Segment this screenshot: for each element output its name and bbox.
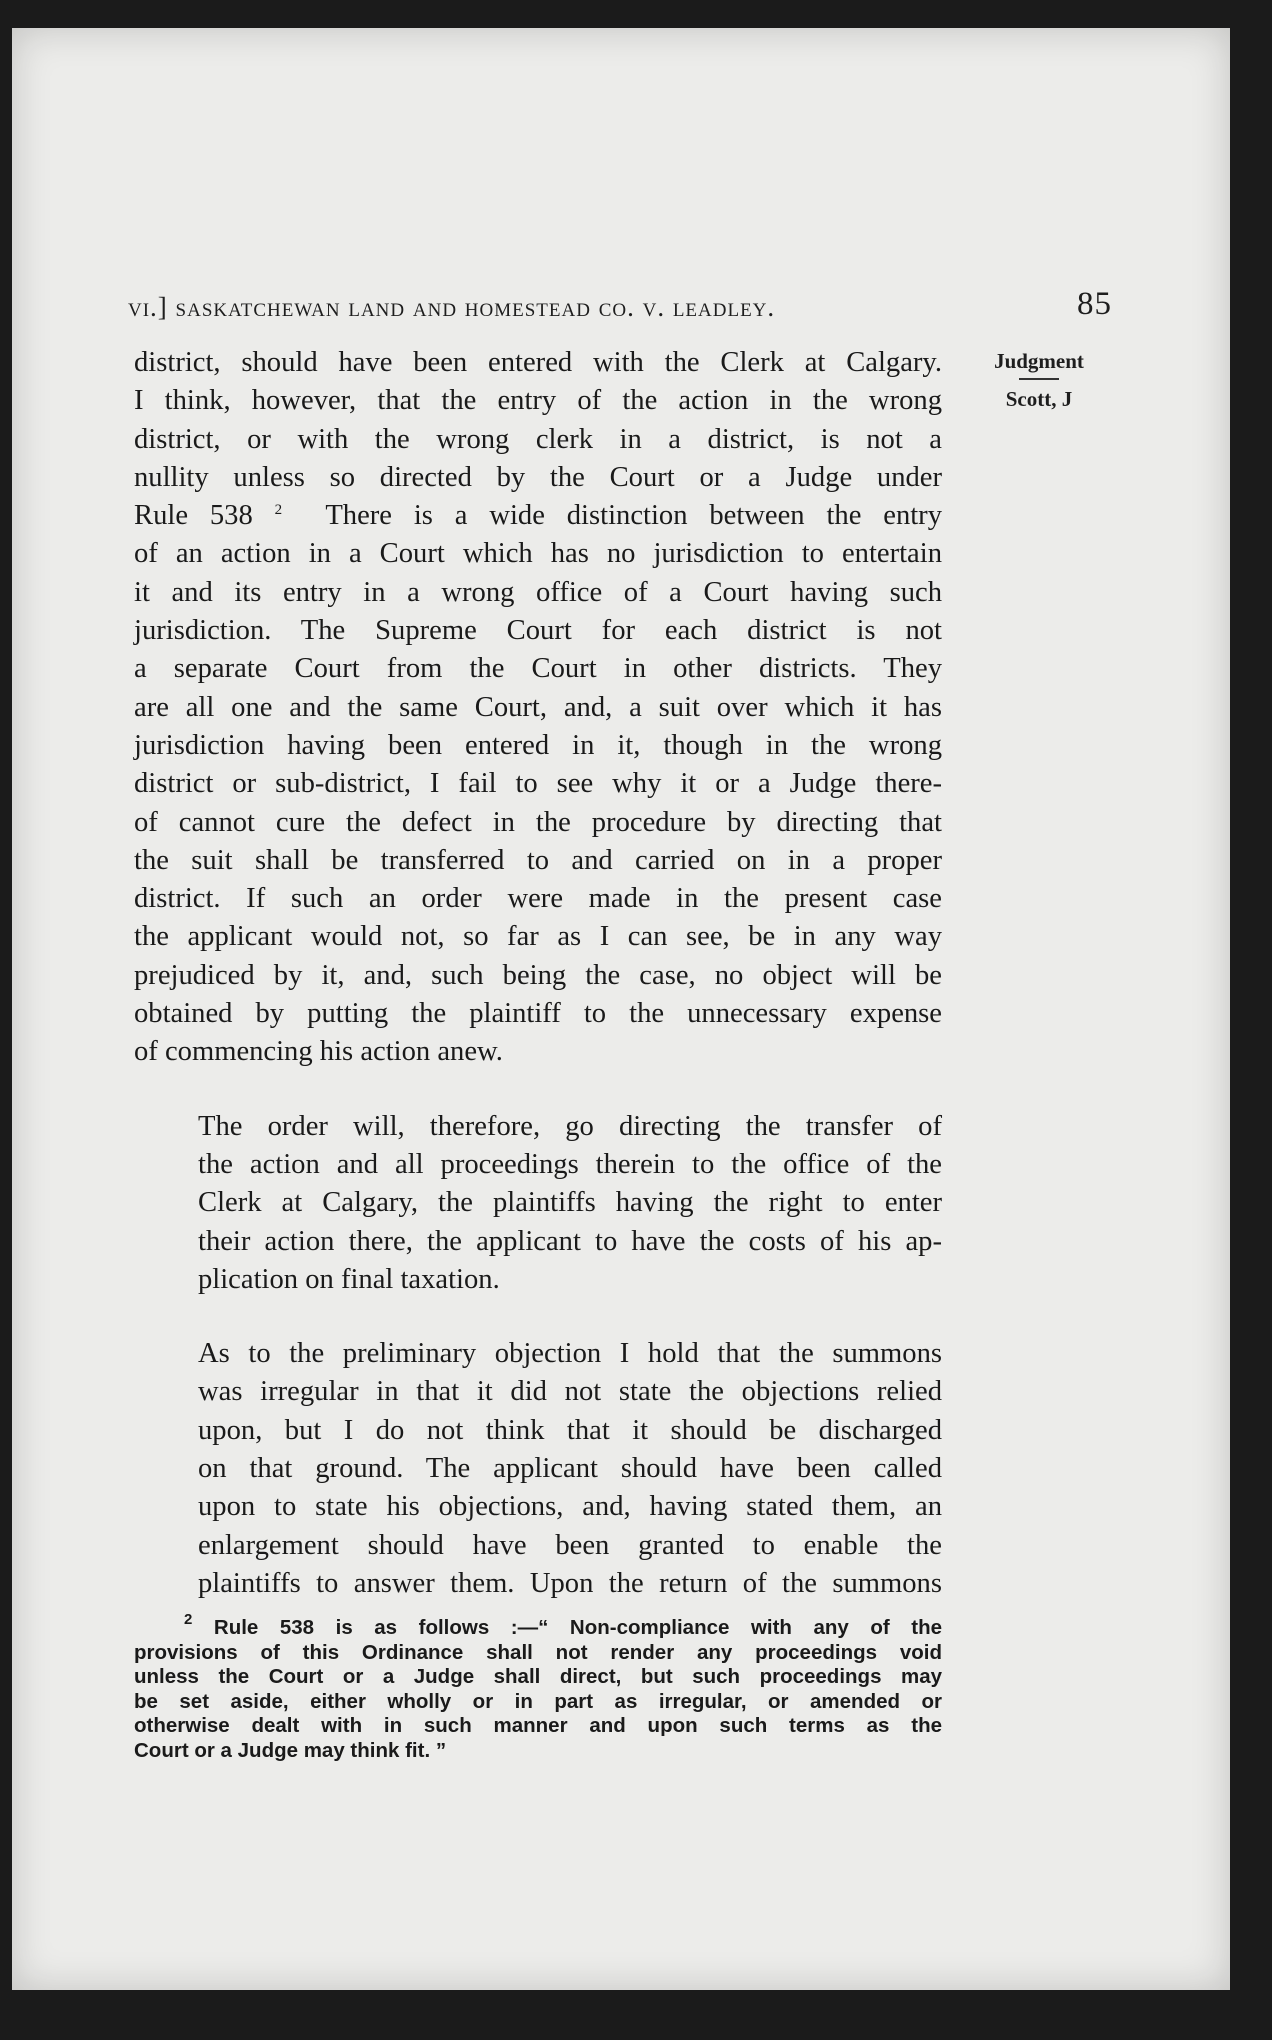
text-line: upon to state his objections, and, having stated them, an	[198, 1491, 942, 1523]
text-line: The order will, therefore, go directing the transfer of	[198, 1110, 942, 1142]
text-fragment: Rule 538	[134, 500, 253, 532]
text-line: Clerk at Calgary, the plaintiffs having the right to enter	[198, 1187, 942, 1219]
text-fragment: There is a wide distinction between the entry	[325, 500, 943, 532]
text-line: I think, however, that the entry of the action in the wrong	[134, 385, 942, 417]
paragraph-1	[134, 344, 942, 1072]
text-line: plaintiffs to answer them. Upon the return of the summons	[198, 1567, 942, 1599]
text-line: of an action in a Court which has no jurisdiction to entertain	[134, 538, 942, 570]
text-line: jurisdiction. The Supreme Court for each district is not	[134, 615, 942, 647]
text-line: district, or with the wrong clerk in a district, is not a	[134, 423, 942, 455]
text-line: a separate Court from the Court in other districts. They	[134, 653, 942, 685]
text-line: the action and all proceedings therein to the office of the	[198, 1148, 942, 1180]
footnote-reference: 2	[274, 502, 283, 519]
text-line: are all one and the same Court, and, a suit over which it has	[134, 691, 942, 723]
page-number: 85	[1077, 286, 1112, 322]
book-page	[12, 28, 1230, 1990]
text-line: obtained by putting the plaintiff to the unnecessary expense	[134, 998, 942, 1030]
text-line: prejudiced by it, and, such being the case, no object will be	[134, 959, 942, 991]
text-line: As to the preliminary objection I hold that the summons	[198, 1338, 942, 1370]
footnote-line	[134, 1611, 943, 1641]
text-line: nullity unless so directed by the Court or a Judge under	[134, 461, 942, 493]
footnote-line: Court or a Judge may think fit. ”	[134, 1738, 447, 1762]
text-line: the suit shall be transferred to and carried on in a proper	[134, 844, 942, 876]
text-line: district, should have been entered with the Clerk at Calgary.	[134, 347, 942, 378]
footnote	[134, 1611, 943, 1763]
footnote-line: otherwise dealt with in such manner and upon such terms as the	[134, 1714, 942, 1737]
footnote-line: unless the Court or a Judge shall direct, but such proceedings may	[134, 1665, 942, 1688]
text-line: of cannot cure the defect in the procedure by directing that	[134, 806, 942, 838]
margin-note-rule	[1019, 378, 1059, 380]
text-line: on that ground. The applicant should have been called	[198, 1453, 942, 1485]
text-line: enlargement should have been granted to enable the	[198, 1529, 942, 1561]
paragraph-2	[134, 1108, 942, 1299]
footnote-marker: 2	[184, 1611, 193, 1628]
margin-note-judge: Scott, J	[1005, 387, 1073, 411]
running-header	[128, 286, 1112, 326]
text-line: plication on final taxation.	[198, 1263, 500, 1295]
text-line: their action there, the applicant to have the costs of his ap-	[198, 1225, 942, 1257]
text-line: the applicant would not, so far as I can see, be in any way	[134, 921, 942, 953]
paragraph-3	[134, 1335, 942, 1603]
text-line: district or sub-district, I fail to see why it or a Judge there-	[134, 768, 942, 800]
text-line: of commencing his action anew.	[134, 1036, 503, 1068]
footnote-text: Rule 538 is as follows :—“ Non-compliance with any of the	[213, 1616, 943, 1639]
margin-note-heading: Judgment	[994, 349, 1084, 373]
running-title: vi.] saskatchewan land and homestead co. v. leadley.	[128, 292, 776, 322]
text-line: district. If such an order were made in the present case	[134, 883, 942, 915]
text-line-with-footnote	[134, 497, 942, 535]
text-line: it and its entry in a wrong office of a Court having such	[134, 576, 942, 608]
footnote-line: provisions of this Ordinance shall not render any proceedings void	[134, 1640, 942, 1664]
text-line: jurisdiction having been entered in it, though in the wrong	[134, 729, 942, 761]
margin-note	[964, 346, 1114, 414]
main-text	[134, 344, 942, 1603]
text-line: upon, but I do not think that it should be discharged	[198, 1414, 942, 1446]
footnote-line: be set aside, either wholly or in part as irregular, or amended or	[134, 1689, 942, 1713]
text-line: was irregular in that it did not state the objections relied	[198, 1376, 942, 1408]
